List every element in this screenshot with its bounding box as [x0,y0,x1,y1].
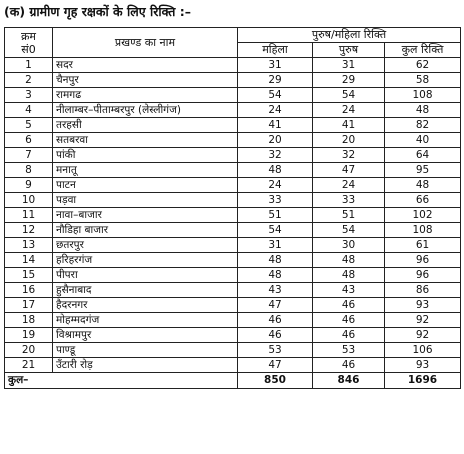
cell-total: 95 [385,163,461,178]
table-row [5,283,461,298]
cell-block-name: चैनपुर [53,73,238,88]
cell-female: 24 [238,103,313,118]
cell-male: 20 [313,133,385,148]
cell-sno: 14 [5,253,53,268]
cell-sno: 5 [5,118,53,133]
cell-total: 93 [385,298,461,313]
header-vacancy-group: पुरुष/महिला रिक्ति [238,28,461,43]
cell-block-name: छतरपुर [53,238,238,253]
cell-female: 24 [238,178,313,193]
table-row [5,328,461,343]
cell-block-name: सतबरवा [53,133,238,148]
cell-male: 48 [313,268,385,283]
cell-block-name: पांकी [53,148,238,163]
cell-total: 108 [385,223,461,238]
cell-block-name: तरहसी [53,118,238,133]
cell-male: 53 [313,343,385,358]
cell-total: 92 [385,328,461,343]
cell-male: 47 [313,163,385,178]
cell-total: 58 [385,73,461,88]
cell-total: 106 [385,343,461,358]
cell-female: 29 [238,73,313,88]
table-row [5,313,461,328]
table-row [5,133,461,148]
cell-female: 32 [238,148,313,163]
cell-total: 40 [385,133,461,148]
cell-block-name: नीलाम्बर–पीताम्बरपुर (लेस्लीगंज) [53,103,238,118]
table-row [5,73,461,88]
table-row [5,88,461,103]
table-row [5,148,461,163]
cell-sno: 1 [5,58,53,73]
cell-sno: 13 [5,238,53,253]
cell-total: 86 [385,283,461,298]
cell-sno: 9 [5,178,53,193]
cell-female: 51 [238,208,313,223]
cell-block-name: हैदरनगर [53,298,238,313]
table-row [5,163,461,178]
table-row [5,193,461,208]
cell-sno: 2 [5,73,53,88]
cell-male: 51 [313,208,385,223]
table-row [5,358,461,373]
cell-block-name: सदर [53,58,238,73]
cell-block-name: नौडिहा बाजार [53,223,238,238]
table-row [5,118,461,133]
cell-block-name: उँटारी रोड़ [53,358,238,373]
cell-sno: 6 [5,133,53,148]
cell-sno: 10 [5,193,53,208]
cell-male: 24 [313,178,385,193]
cell-male: 48 [313,253,385,268]
cell-total: 102 [385,208,461,223]
cell-sno: 3 [5,88,53,103]
cell-total: 62 [385,58,461,73]
cell-sno: 19 [5,328,53,343]
cell-total: 82 [385,118,461,133]
cell-total: 64 [385,148,461,163]
cell-total: 66 [385,193,461,208]
cell-total: 92 [385,313,461,328]
cell-block-name: पाण्डू [53,343,238,358]
header-sno [5,28,53,58]
cell-male: 46 [313,358,385,373]
cell-male: 29 [313,73,385,88]
cell-female: 48 [238,268,313,283]
cell-sno: 4 [5,103,53,118]
totals-total: 1696 [385,373,461,389]
cell-block-name: मोहम्मदगंज [53,313,238,328]
cell-sno: 8 [5,163,53,178]
cell-total: 61 [385,238,461,253]
table-row [5,343,461,358]
cell-male: 31 [313,58,385,73]
cell-female: 31 [238,58,313,73]
totals-male: 846 [313,373,385,389]
table-header-row [5,28,461,43]
totals-label: कुल– [5,373,238,389]
cell-block-name: हुसैनाबाद [53,283,238,298]
cell-female: 43 [238,283,313,298]
cell-block-name: नावा–बाजार [53,208,238,223]
table-body [5,58,461,373]
cell-male: 46 [313,298,385,313]
header-sno-line2: सं0 [21,42,36,56]
cell-block-name: पीपरा [53,268,238,283]
cell-female: 47 [238,298,313,313]
page-heading: (क) ग्रामीण गृह रक्षकों के लिए रिक्ति :– [4,4,192,19]
table-row [5,298,461,313]
cell-male: 24 [313,103,385,118]
table-row [5,268,461,283]
table-row [5,103,461,118]
cell-total: 93 [385,358,461,373]
cell-male: 30 [313,238,385,253]
cell-block-name: पड़वा [53,193,238,208]
table-row [5,253,461,268]
cell-female: 31 [238,238,313,253]
cell-total: 48 [385,103,461,118]
cell-male: 43 [313,283,385,298]
cell-sno: 21 [5,358,53,373]
cell-sno: 20 [5,343,53,358]
cell-female: 46 [238,328,313,343]
cell-block-name: विश्रामपुर [53,328,238,343]
cell-total: 96 [385,253,461,268]
cell-sno: 11 [5,208,53,223]
header-male: पुरुष [313,43,385,58]
totals-female: 850 [238,373,313,389]
cell-block-name: रामगढ [53,88,238,103]
cell-male: 54 [313,88,385,103]
table-row [5,223,461,238]
cell-male: 46 [313,328,385,343]
header-female: महिला [238,43,313,58]
cell-block-name: हरिहरगंज [53,253,238,268]
cell-total: 96 [385,268,461,283]
cell-sno: 17 [5,298,53,313]
cell-female: 41 [238,118,313,133]
header-total: कुल रिक्ति [385,43,461,58]
cell-female: 54 [238,88,313,103]
cell-block-name: मनातू [53,163,238,178]
header-block-name: प्रखण्ड का नाम [53,28,238,58]
cell-total: 48 [385,178,461,193]
cell-male: 46 [313,313,385,328]
cell-female: 20 [238,133,313,148]
cell-male: 41 [313,118,385,133]
cell-sno: 18 [5,313,53,328]
vacancy-table [4,27,461,389]
cell-sno: 7 [5,148,53,163]
table-row [5,58,461,73]
header-sno-line1: क्रम [20,29,37,43]
cell-female: 47 [238,358,313,373]
cell-block-name: पाटन [53,178,238,193]
cell-female: 46 [238,313,313,328]
cell-total: 108 [385,88,461,103]
cell-female: 48 [238,163,313,178]
table-row [5,238,461,253]
cell-sno: 16 [5,283,53,298]
cell-sno: 15 [5,268,53,283]
cell-sno: 12 [5,223,53,238]
cell-male: 54 [313,223,385,238]
cell-female: 48 [238,253,313,268]
cell-female: 53 [238,343,313,358]
cell-female: 33 [238,193,313,208]
table-row [5,208,461,223]
totals-row [5,373,461,389]
cell-male: 32 [313,148,385,163]
table-row [5,178,461,193]
cell-female: 54 [238,223,313,238]
cell-male: 33 [313,193,385,208]
